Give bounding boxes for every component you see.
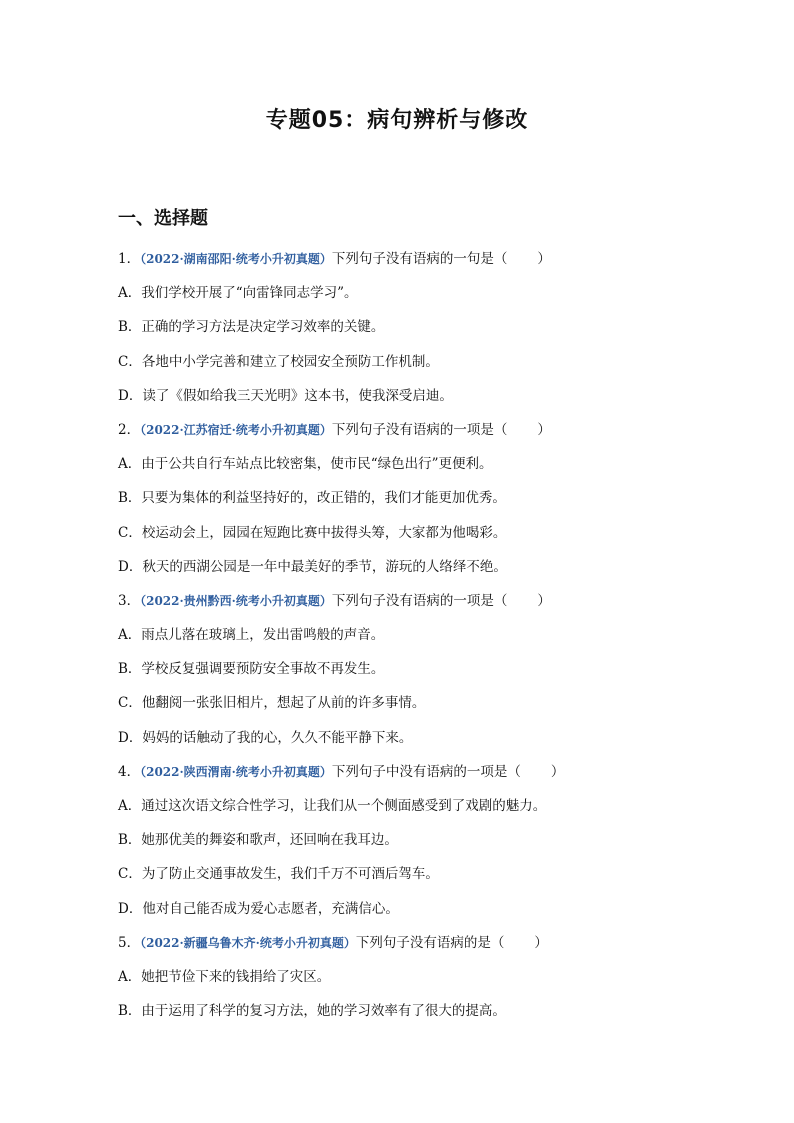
question-text: 下列句子没有语病的是（ bbox=[355, 934, 505, 951]
question-number: 4． bbox=[118, 763, 141, 780]
answer-option: D．他对自己能否成为爱心志愿者，充满信心。 bbox=[118, 900, 399, 917]
question-paren-close: ） bbox=[537, 251, 551, 267]
question-paren-close: ） bbox=[534, 934, 548, 951]
question-text: 下列句子没有语病的一句是（ bbox=[331, 251, 508, 267]
question-stem bbox=[118, 590, 718, 624]
question-number: 3． bbox=[118, 592, 141, 609]
question-source: （2022·湖南邵阳·统考小升初真题） bbox=[140, 252, 332, 266]
question-list bbox=[118, 248, 718, 1034]
section-heading: 一、选择题 bbox=[118, 208, 208, 229]
question-source: （2022·新疆乌鲁木齐·统考小升初真题） bbox=[140, 935, 356, 950]
question-paren-close: ） bbox=[537, 421, 551, 438]
answer-option: D．读了《假如给我三天光明》这本书，使我深受启迪。 bbox=[118, 387, 453, 404]
question-source: （2022·贵州黔西·统考小升初真题） bbox=[140, 593, 332, 608]
question-number: 5． bbox=[118, 934, 141, 951]
answer-option: D．秋天的西湖公园是一年中最美好的季节，游玩的人络绎不绝。 bbox=[118, 558, 507, 575]
document-title: 专题05：病句辨析与修改 bbox=[265, 108, 529, 133]
answer-option: A．由于公共自行车站点比较密集，使市民“绿色出行”更便利。 bbox=[118, 456, 493, 473]
answer-option: C．为了防止交通事故发生，我们千万不可酒后驾车。 bbox=[118, 866, 439, 883]
question-source: （2022·陕西渭南·统考小升初真题） bbox=[140, 764, 332, 779]
answer-option: B．她那优美的舞姿和歌声，还回响在我耳边。 bbox=[118, 832, 398, 849]
question-number: 1． bbox=[118, 251, 141, 267]
question-paren-close: ） bbox=[537, 592, 551, 609]
question-source: （2022·江苏宿迁·统考小升初真题） bbox=[140, 422, 332, 437]
answer-option: B．由于运用了科学的复习方法，她的学习效率有了很大的提高。 bbox=[118, 1003, 506, 1020]
question-stem bbox=[118, 761, 718, 795]
question-text: 下列句子没有语病的一项是（ bbox=[331, 592, 508, 609]
answer-option: A．她把节俭下来的钱捐给了灾区。 bbox=[118, 968, 331, 985]
answer-option: C．各地中小学完善和建立了校园安全预防工作机制。 bbox=[118, 353, 439, 370]
question-paren-close: ） bbox=[550, 763, 565, 780]
answer-option: C．他翻阅一张张旧相片，想起了从前的许多事情。 bbox=[118, 695, 426, 712]
answer-option: A．雨点儿落在玻璃上，发出雷鸣般的声音。 bbox=[118, 627, 385, 644]
answer-option: A．通过这次语文综合性学习，让我们从一个侧面感受到了戏剧的魅力。 bbox=[118, 798, 547, 814]
answer-option: D．妈妈的话触动了我的心，久久不能平静下来。 bbox=[118, 729, 413, 746]
answer-option: B．学校反复强调要预防安全事故不再发生。 bbox=[118, 661, 385, 678]
answer-option: B．正确的学习方法是决定学习效率的关键。 bbox=[118, 319, 385, 336]
question-stem bbox=[118, 419, 718, 453]
question-number: 2． bbox=[118, 421, 141, 438]
question-text: 下列句子没有语病的一项是（ bbox=[331, 421, 508, 438]
answer-option: B．只要为集体的利益坚持好的，改正错的，我们才能更加优秀。 bbox=[118, 490, 506, 507]
question-stem bbox=[118, 932, 718, 966]
question-text: 下列句子中没有语病的一项是（ bbox=[331, 763, 521, 780]
question-stem bbox=[118, 248, 718, 282]
answer-option: C．校运动会上，园园在短跑比赛中拔得头筹，大家都为他喝彩。 bbox=[118, 524, 507, 541]
answer-option: A．我们学校开展了“向雷锋同志学习”。 bbox=[118, 285, 358, 302]
